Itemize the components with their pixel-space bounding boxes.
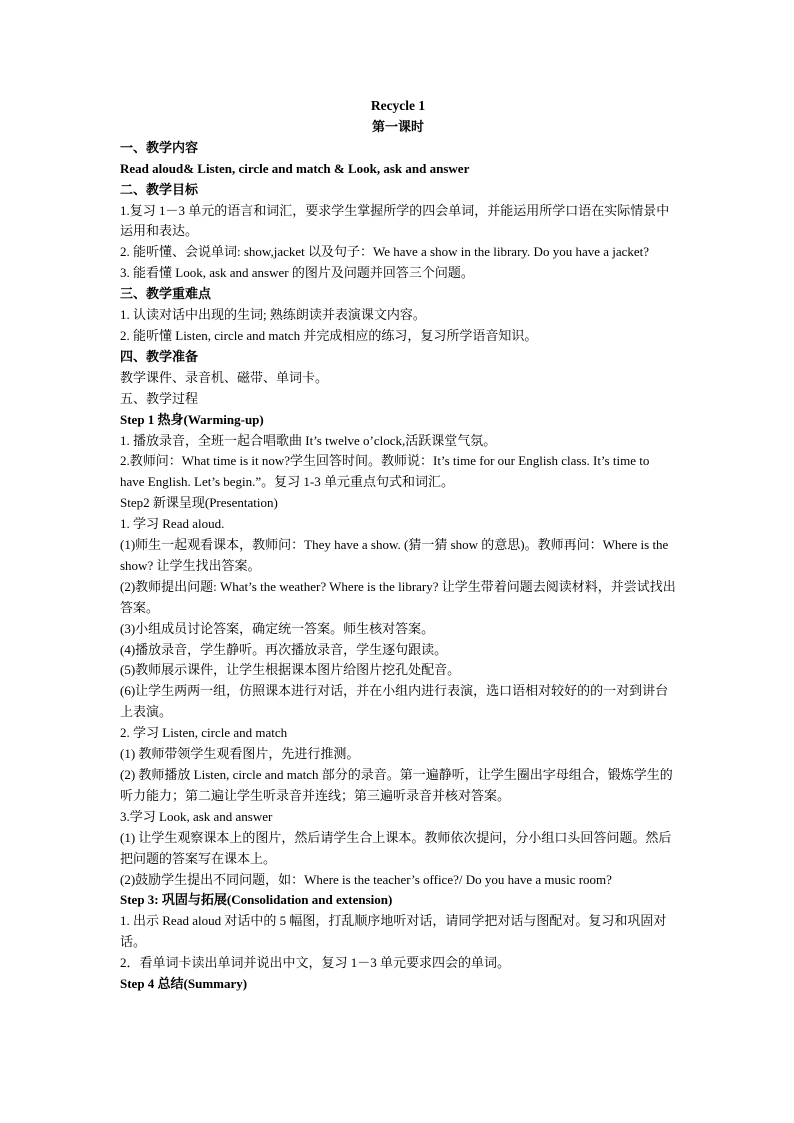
step-2-part-1-item-5: (5)教师展示课件，让学生根据课本图片给图片挖孔处配音。 xyxy=(120,662,461,678)
document-subtitle: 第一课时 xyxy=(371,118,424,134)
key-point-1: 1. 认读对话中出现的生词; 熟练朗读并表演课文内容。 xyxy=(120,307,426,323)
step-2-part-3-item-2: (2)鼓励学生提出不同问题，如：Where is the teacher’s office?/ Do you have a music room? xyxy=(120,871,612,887)
step-1-item-2: 2.教师问：What time is it now?学生回答时间。教师说：It’s time for our English class. It’s time to have English. Let’s begin.”。复习 1-3 单元重点句式和词汇。 xyxy=(120,453,650,490)
section-1-content: Read aloud& Listen, circle and match & Look, ask and answer xyxy=(120,160,470,176)
objective-2: 2. 能听懂、会说单词: show,jacket 以及句子：We have a show in the library. Do you have a jacket? xyxy=(120,244,650,260)
section-4-heading: 四、教学准备 xyxy=(120,348,199,364)
step-3-heading: Step 3: 巩固与拓展(Consolidation and extension) xyxy=(120,892,393,908)
step-2-part-2-item-2: (2) 教师播放 Listen, circle and match 部分的录音。第一遍静听，让学生圈出字母组合，锻炼学生的听力能力；第二遍让学生听录音并连线；第三遍听录音并核对答案。 xyxy=(120,767,673,803)
step-2-part-1-item-2: (2)教师提出问题: What’s the weather? Where is the library? 让学生带着问题去阅读材料，并尝试找出答案。 xyxy=(120,578,676,615)
section-5-heading: 五、教学过程 xyxy=(120,390,199,406)
objective-1: 1.复习 1－3 单元的语言和词汇，要求学生掌握所学的四会单词，并能运用所学口语在实际情景中运用和表达。 xyxy=(120,202,670,239)
document-title: Recycle 1 xyxy=(370,98,426,113)
section-2-heading: 二、教学目标 xyxy=(120,181,199,197)
step-2-part-3-item-1: (1) 让学生观察课本上的图片，然后请学生合上课本。教师依次提问，分小组口头回答问题。然后把问题的答案写在课本上。 xyxy=(120,829,672,866)
step-3-item-2: 2．看单词卡读出单词并说出中文，复习 1－3 单元要求四会的单词。 xyxy=(120,955,511,971)
section-1-heading: 一、教学内容 xyxy=(120,139,199,155)
step-2-part-1-item-3: (3)小组成员讨论答案，确定统一答案。师生核对答案。 xyxy=(120,620,435,636)
step-1-heading: Step 1 热身(Warming-up) xyxy=(120,411,264,427)
step-3-item-1: 1. 出示 Read aloud 对话中的 5 幅图，打乱顺序地听对话，请同学把对话与图配对。复习和巩固对话。 xyxy=(120,913,667,950)
step-2-part-2-item-1: (1) 教师带领学生观看图片，先进行推测。 xyxy=(120,746,360,762)
step-4-heading: Step 4 总结(Summary) xyxy=(120,976,248,992)
step-2-part-3: 3.学习 Look, ask and answer xyxy=(120,808,273,824)
objective-3: 3. 能看懂 Look, ask and answer 的图片及问题并回答三个问题。 xyxy=(120,265,474,281)
preparation-text: 教学课件、录音机、磁带、单词卡。 xyxy=(120,369,329,385)
step-1-item-1: 1. 播放录音，全班一起合唱歌曲 It’s twelve o’clock,活跃课堂气氛。 xyxy=(120,432,497,448)
section-3-heading: 三、教学重难点 xyxy=(120,286,212,302)
step-2-part-2: 2. 学习 Listen, circle and match xyxy=(120,725,288,741)
document-page xyxy=(120,96,676,995)
step-2-part-1-item-1: (1)师生一起观看课本，教师问：They have a show. (猜一猜 show 的意思)。教师再问：Where is the show? 让学生找出答案。 xyxy=(120,537,669,573)
step-2-part-1-item-4: (4)播放录音，学生静听。再次播放录音，学生逐句跟读。 xyxy=(120,641,448,657)
step-2-part-1-item-6: (6)让学生两两一组，仿照课本进行对话，并在小组内进行表演，选口语相对较好的的一对到讲台上表演。 xyxy=(120,683,669,720)
step-2-part-1: 1. 学习 Read aloud. xyxy=(120,516,225,532)
key-point-2: 2. 能听懂 Listen, circle and match 并完成相应的练习，复习所学语音知识。 xyxy=(120,327,538,343)
step-2-heading: Step2 新课呈现(Presentation) xyxy=(120,495,278,511)
